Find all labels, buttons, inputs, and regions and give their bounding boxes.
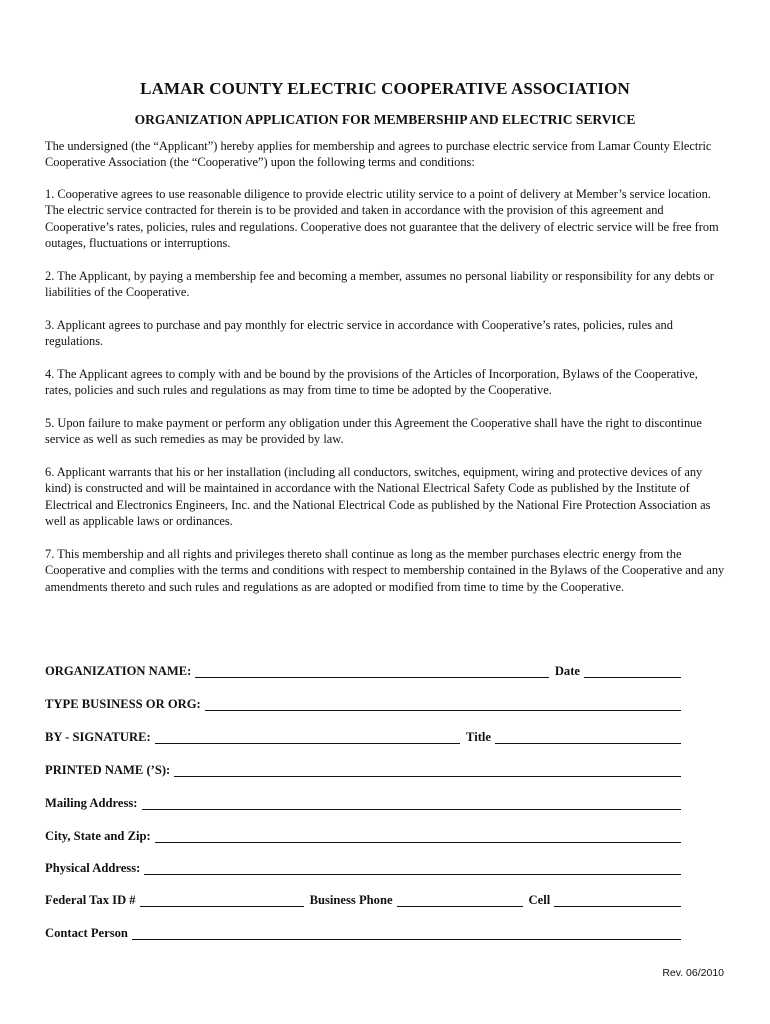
printed-name-label: PRINTED NAME (’S): (45, 763, 171, 777)
mailing-address-row (45, 792, 681, 810)
intro-paragraph: The undersigned (the “Applicant”) hereby applies for membership and agrees to purchase electric service from Lamar County Electric Cooperative Association (the “Cooperative”) upon the following terms and conditions: (45, 139, 712, 170)
signature-row (45, 726, 681, 744)
federal-tax-id-field[interactable] (140, 894, 304, 907)
term-4: 4. The Applicant agrees to comply with and be bound by the provisions of the Articles of Incorporation, Bylaws of the Cooperative, rates, policies and such rules and regulations as may from time to time be adopted by the Cooperative. (45, 367, 698, 398)
type-business-row (45, 693, 681, 711)
federal-tax-id-label: Federal Tax ID # (45, 893, 136, 907)
date-label: Date (554, 664, 580, 678)
title-field[interactable] (495, 731, 681, 744)
document-title: LAMAR COUNTY ELECTRIC COOPERATIVE ASSOCIATION (140, 79, 630, 98)
mailing-address-label: Mailing Address: (45, 796, 138, 810)
contact-person-field[interactable] (132, 927, 681, 940)
physical-address-row (45, 857, 681, 875)
city-state-zip-row (45, 825, 681, 843)
signature-field[interactable] (155, 731, 460, 744)
contact-person-row (45, 922, 681, 940)
date-field[interactable] (584, 665, 681, 678)
type-business-field[interactable] (205, 698, 681, 711)
business-phone-field[interactable] (397, 894, 523, 907)
term-3: 3. Applicant agrees to purchase and pay monthly for electric service in accordance with Cooperative’s rates, policies, rules and regulations. (45, 318, 673, 349)
term-1: 1. Cooperative agrees to use reasonable diligence to provide electric utility service to a point of delivery at Member’s service location. The electric service contracted for therein is to be provided and taken in accordance with the provision of this agreement and Cooperative’s rates, policies, rules and regulations. Cooperative does not guarantee that the delivery of electric service will be free from outages, fluctuations or interruptions. (45, 187, 719, 251)
organization-name-field[interactable] (195, 665, 548, 678)
city-state-zip-field[interactable] (155, 830, 681, 843)
mailing-address-field[interactable] (142, 797, 682, 810)
term-6: 6. Applicant warrants that his or her installation (including all conductors, switches, equipment, wiring and protective devices of any kind) is constructed and will be maintained in accordance with the National Electrical Safety Code as published by the Institute of Electrical and Electronics Engineers, Inc. and the National Electrical Code as published by the National Fire Protection Association as well as applicable laws or ordinances. (45, 465, 711, 529)
tax-phone-row (45, 889, 681, 907)
contact-person-label: Contact Person (45, 926, 128, 940)
signature-label: BY - SIGNATURE: (45, 730, 151, 744)
physical-address-label: Physical Address: (45, 861, 141, 875)
revision-label: Rev. 06/2010 (662, 967, 724, 979)
organization-name-label: ORGANIZATION NAME: (45, 664, 192, 678)
city-state-zip-label: City, State and Zip: (45, 829, 151, 843)
term-7: 7. This membership and all rights and privileges thereto shall continue as long as the member purchases electric energy from the Cooperative and complies with the terms and conditions with respect to membership contained in the Bylaws of the Cooperative and any amendments thereto and such rules and regulations as are adopted or modified from time to time by the Cooperative. (45, 547, 725, 594)
printed-name-row (45, 759, 681, 777)
cell-label: Cell (528, 893, 551, 907)
cell-field[interactable] (554, 894, 681, 907)
term-2: 2. The Applicant, by paying a membership fee and becoming a member, assumes no personal liability or responsibility for any debts or liabilities of the Cooperative. (45, 269, 714, 300)
type-business-label: TYPE BUSINESS OR ORG: (45, 697, 201, 711)
title-label: Title (466, 730, 491, 744)
physical-address-field[interactable] (144, 862, 681, 875)
business-phone-label: Business Phone (309, 893, 393, 907)
term-5: 5. Upon failure to make payment or perform any obligation under this Agreement the Cooperative shall have the right to discontinue service as well as such remedies as may be provided by law. (45, 416, 702, 447)
printed-name-field[interactable] (174, 764, 681, 777)
document-subtitle: ORGANIZATION APPLICATION FOR MEMBERSHIP AND ELECTRIC SERVICE (134, 112, 636, 127)
organization-name-row (45, 660, 681, 678)
